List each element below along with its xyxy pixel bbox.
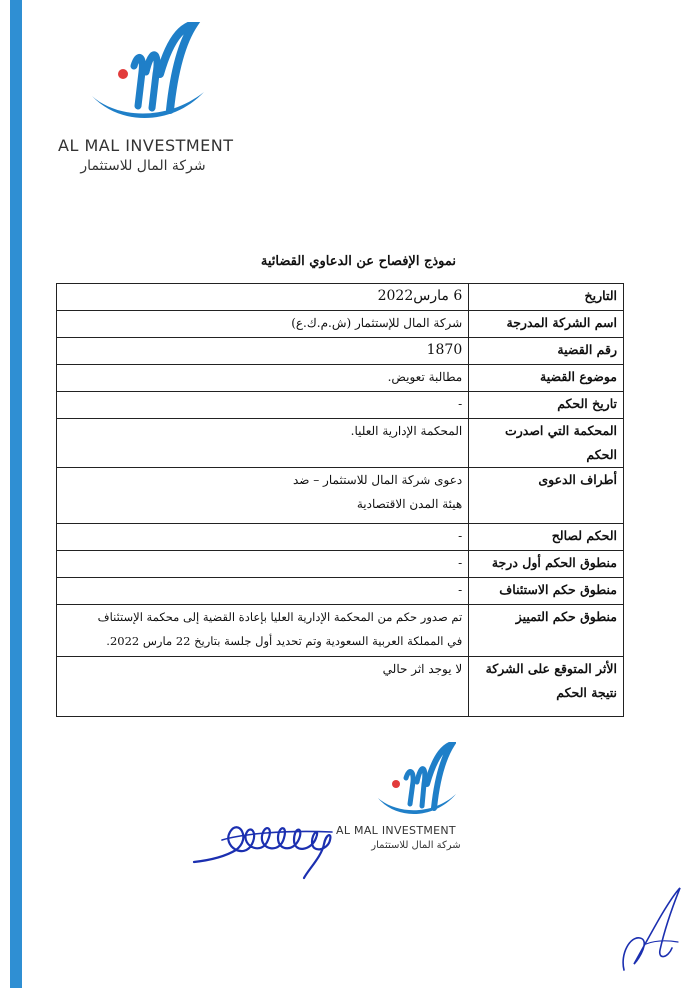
table-row — [57, 284, 624, 311]
side-color-bar — [10, 0, 22, 988]
row-value — [57, 284, 469, 311]
row-value — [57, 605, 469, 657]
table-row — [57, 392, 624, 419]
row-value — [57, 311, 469, 338]
row-label: المحكمة التي اصدرت الحكم — [469, 419, 624, 468]
stamp-name-ar: شركة المال للاستثمار — [371, 840, 461, 851]
value-line: لا يوجد اثر حالي — [382, 662, 463, 676]
row-value — [57, 524, 469, 551]
company-stamp-logo — [336, 742, 496, 862]
table-row — [57, 338, 624, 365]
company-logo — [58, 22, 234, 174]
value-line: المحكمة الإدارية العليا. — [350, 424, 463, 438]
row-value — [57, 657, 469, 717]
row-value — [57, 419, 469, 468]
table-row — [57, 365, 624, 392]
value-line: - — [458, 529, 463, 543]
row-label: منطوق حكم الاستئناف — [469, 578, 624, 605]
value-line: في المملكة العربية السعودية وتم تحديد أول جلسة بتاريخ 22 مارس 2022. — [106, 634, 463, 648]
row-value — [57, 578, 469, 605]
value-line: - — [458, 556, 463, 570]
row-label: أطراف الدعوى — [469, 468, 624, 524]
row-value — [57, 338, 469, 365]
value-line: 1870 — [426, 342, 463, 358]
signature — [192, 810, 342, 880]
value-line: تم صدور حكم من المحكمة الإدارية العليا بإعادة القضية إلى محكمة الإستئناف — [97, 610, 463, 624]
document-title: نموذج الإفصاح عن الدعاوي القضائية — [260, 254, 456, 269]
table-row — [57, 578, 624, 605]
table-row — [57, 468, 624, 524]
row-value — [57, 468, 469, 524]
value-line: - — [458, 397, 463, 411]
value-line: هيئة المدن الاقتصادية — [356, 497, 463, 511]
row-label: منطوق حكم التمييز — [469, 605, 624, 657]
company-name-en: AL MAL INVESTMENT — [58, 136, 234, 155]
company-name-ar: شركة المال للاستثمار — [80, 158, 206, 174]
row-label: الأثر المتوقع على الشركة نتيجة الحكم — [469, 657, 624, 717]
row-label: تاريخ الحكم — [469, 392, 624, 419]
row-label: اسم الشركة المدرجة — [469, 311, 624, 338]
company-stamp-logo-mark — [376, 742, 456, 822]
company-logo-mark — [86, 22, 206, 132]
row-label: رقم القضية — [469, 338, 624, 365]
stamp-name-en: AL MAL INVESTMENT — [336, 824, 456, 837]
value-line: دعوى شركة المال للاستثمار – ضد — [292, 473, 463, 487]
value-line: 6 مارس2022 — [377, 288, 463, 304]
value-line: - — [458, 583, 463, 597]
table-row — [57, 311, 624, 338]
initials-signature — [616, 884, 686, 974]
row-value — [57, 392, 469, 419]
table-row — [57, 551, 624, 578]
row-value — [57, 365, 469, 392]
row-label: التاريخ — [469, 284, 624, 311]
row-label: منطوق الحكم أول درجة — [469, 551, 624, 578]
row-value — [57, 551, 469, 578]
value-line: مطالبة تعويض. — [387, 370, 463, 384]
disclosure-table — [56, 283, 624, 717]
value-line: شركة المال للإستثمار (ش.م.ك.ع) — [291, 316, 463, 330]
table-row — [57, 657, 624, 717]
row-label: موضوع القضية — [469, 365, 624, 392]
table-row — [57, 524, 624, 551]
table-row — [57, 605, 624, 657]
row-label: الحكم لصالح — [469, 524, 624, 551]
table-row — [57, 419, 624, 468]
